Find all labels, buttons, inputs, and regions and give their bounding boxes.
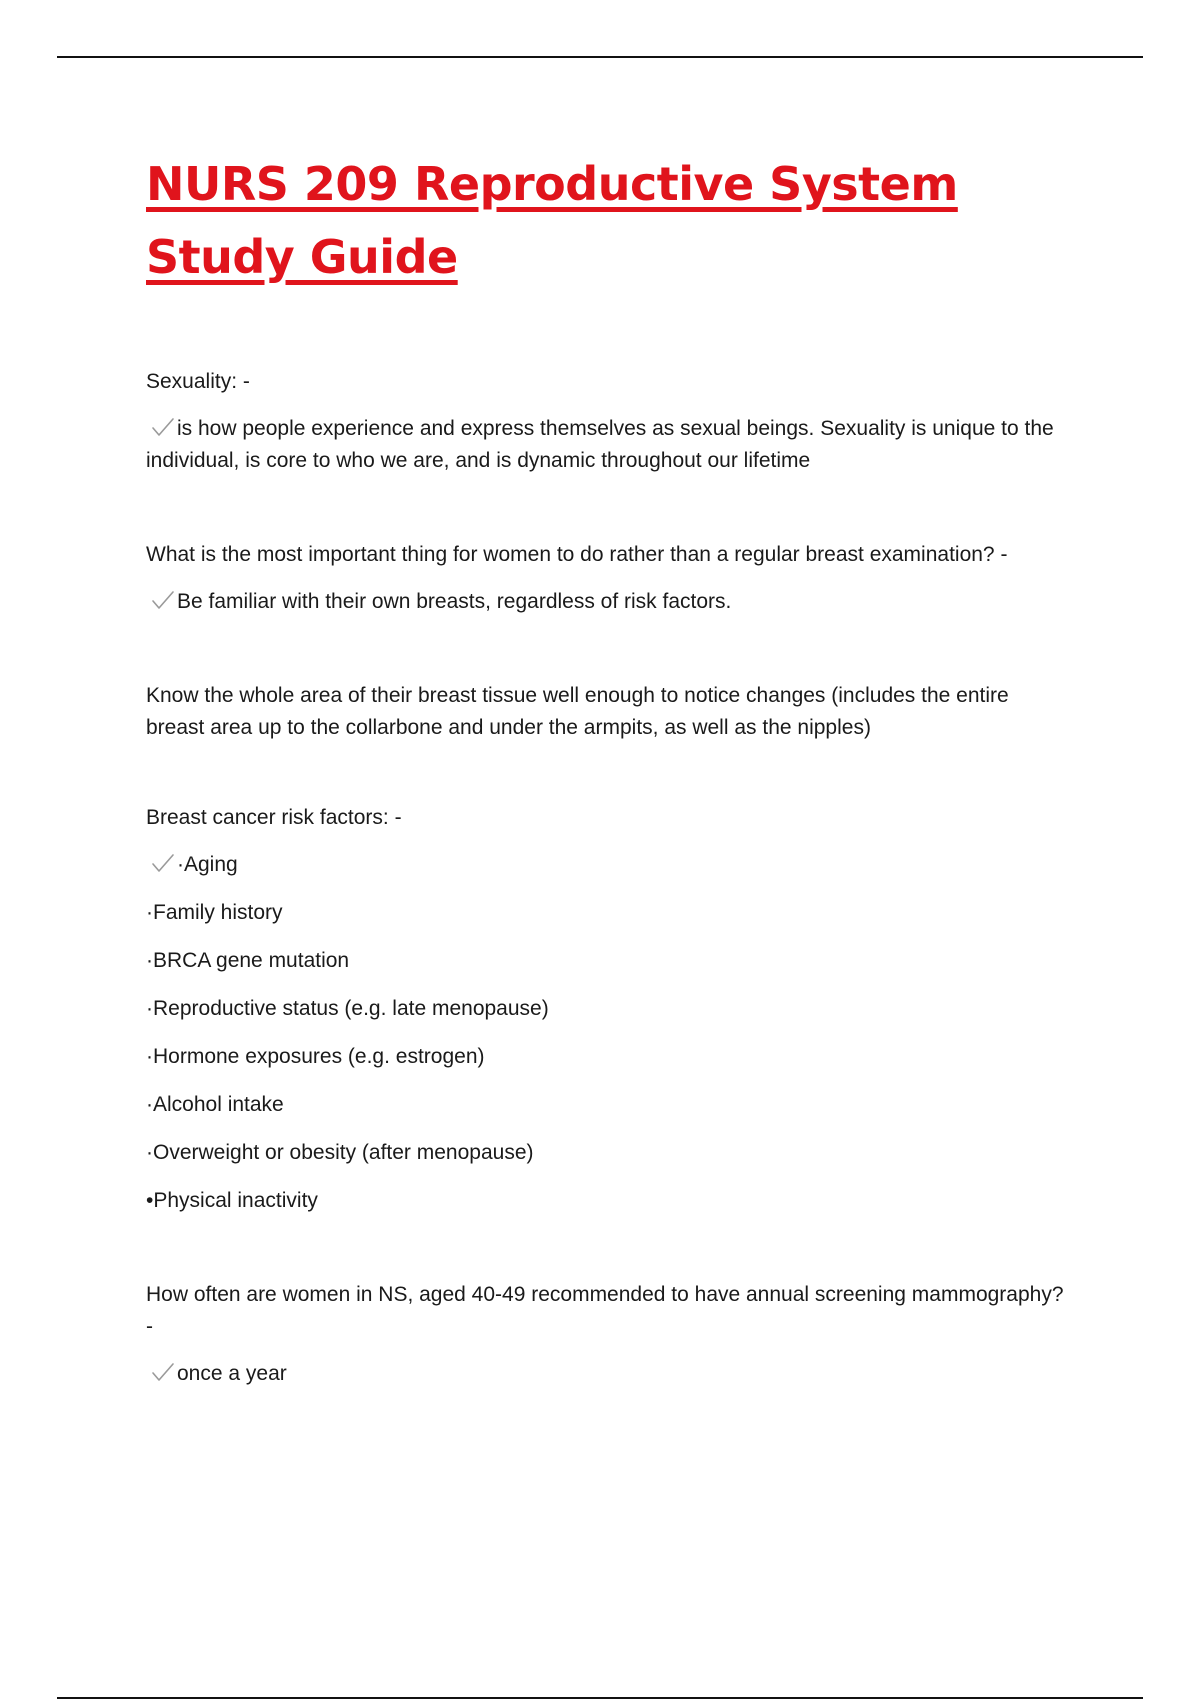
check-icon [150,1361,176,1383]
bottom-rule [57,1697,1143,1699]
flashcard [146,1279,1066,1390]
answer-text [146,586,1066,618]
list-item: ·BRCA gene mutation [146,949,350,972]
check-icon [150,589,176,611]
document-title: NURS 209 Reproductive System Study Guide [146,157,958,284]
answer-content: ·Aging [177,853,238,876]
check-icon [150,416,176,438]
list-item: ·Reproductive status (e.g. late menopause) [146,997,549,1020]
document-body [146,148,1066,1390]
question-text: Sexuality: - [146,370,250,393]
answer-text [146,849,1066,881]
list-item: •Physical inactivity [146,1189,318,1212]
flashcard [146,539,1066,618]
top-rule [57,56,1143,58]
answer-content: is how people experience and express themselves as sexual beings. Sexuality is unique to the individual, is core to who we are, and is dynamic throughout our lifetime [146,417,1054,472]
answer-content: Be familiar with their own breasts, regardless of risk factors. [177,590,732,613]
question-text: What is the most important thing for women to do rather than a regular breast examination? - [146,543,1008,566]
check-icon [150,852,176,874]
list-item: ·Hormone exposures (e.g. estrogen) [146,1045,485,1068]
note-paragraph: Know the whole area of their breast tissue well enough to notice changes (includes the entire breast area up to the collarbone and under the armpits, as well as the nipples) [146,684,1009,739]
answer-text [146,1358,1066,1390]
question-text: How often are women in NS, aged 40-49 recommended to have annual screening mammography? - [146,1283,1064,1338]
list-item: ·Alcohol intake [146,1093,284,1116]
list-item: ·Overweight or obesity (after menopause) [146,1141,534,1164]
flashcard [146,366,1066,477]
answer-text [146,413,1066,477]
list-item: ·Family history [146,901,283,924]
question-text: Breast cancer risk factors: - [146,806,402,829]
flashcard [146,802,1066,1217]
answer-content: once a year [177,1362,287,1385]
